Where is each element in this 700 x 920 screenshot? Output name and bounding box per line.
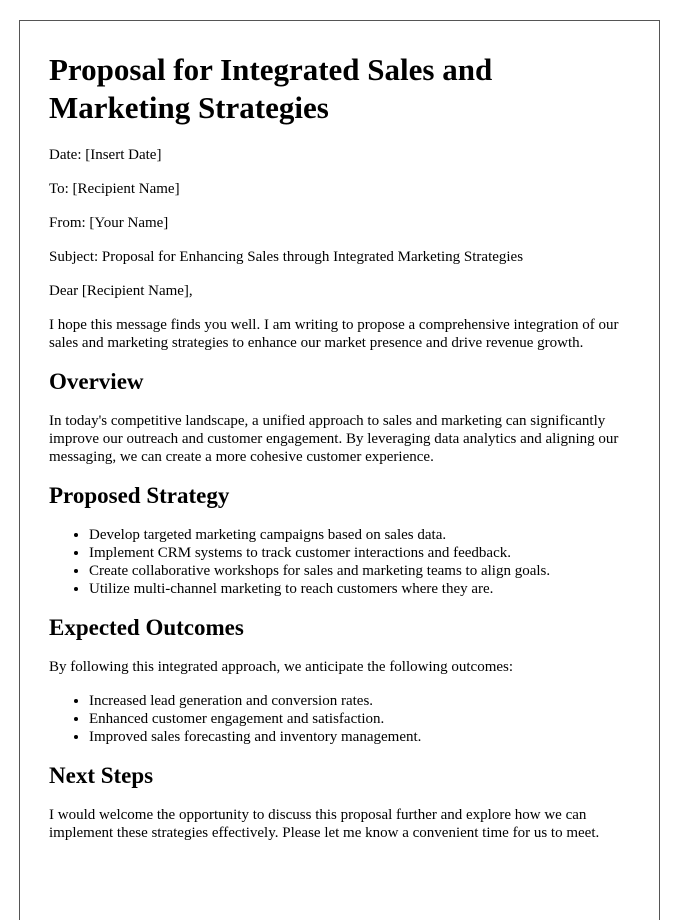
subject-line: Subject: Proposal for Enhancing Sales through Integrated Marketing Strategies — [49, 249, 524, 265]
document-page — [19, 20, 660, 920]
strategy-heading: Proposed Strategy — [49, 483, 230, 508]
intro-paragraph: I hope this message finds you well. I am writing to propose a comprehensive integration of our sales and marketing strategies to enhance our market presence and drive revenue growth. — [49, 317, 619, 351]
strategy-item: • Create collaborative workshops for sales and marketing teams to align goals. — [89, 562, 630, 580]
next-steps-paragraph: I would welcome the opportunity to discuss this proposal further and explore how we can implement these strategies effectively. Please let me know a convenient time for us to meet. — [49, 807, 600, 841]
outcomes-list — [49, 692, 630, 746]
document-title: Proposal for Integrated Sales and Marketing Strategies — [49, 52, 493, 125]
salutation: Dear [Recipient Name], — [49, 283, 193, 299]
sender-line: From: [Your Name] — [49, 215, 169, 231]
next-steps-heading: Next Steps — [49, 763, 154, 788]
overview-paragraph: In today's competitive landscape, a unified approach to sales and marketing can significantly improve our outreach and customer engagement. By leveraging data analytics and aligning our messaging, we can create a more cohesive customer experience. — [49, 413, 619, 465]
recipient-line: To: [Recipient Name] — [49, 181, 180, 197]
overview-heading: Overview — [49, 369, 144, 394]
outcomes-lead: By following this integrated approach, we anticipate the following outcomes: — [49, 659, 514, 675]
outcome-item: • Enhanced customer engagement and satisfaction. — [89, 710, 630, 728]
strategy-item: • Utilize multi-channel marketing to reach customers where they are. — [89, 580, 630, 598]
outcome-item: • Improved sales forecasting and inventory management. — [89, 728, 630, 746]
outcomes-heading: Expected Outcomes — [49, 615, 244, 640]
strategy-item: • Develop targeted marketing campaigns based on sales data. — [89, 526, 630, 544]
strategy-list — [49, 526, 630, 598]
date-line: Date: [Insert Date] — [49, 147, 162, 163]
outcome-item: • Increased lead generation and conversion rates. — [89, 692, 630, 710]
strategy-item: • Implement CRM systems to track customer interactions and feedback. — [89, 544, 630, 562]
